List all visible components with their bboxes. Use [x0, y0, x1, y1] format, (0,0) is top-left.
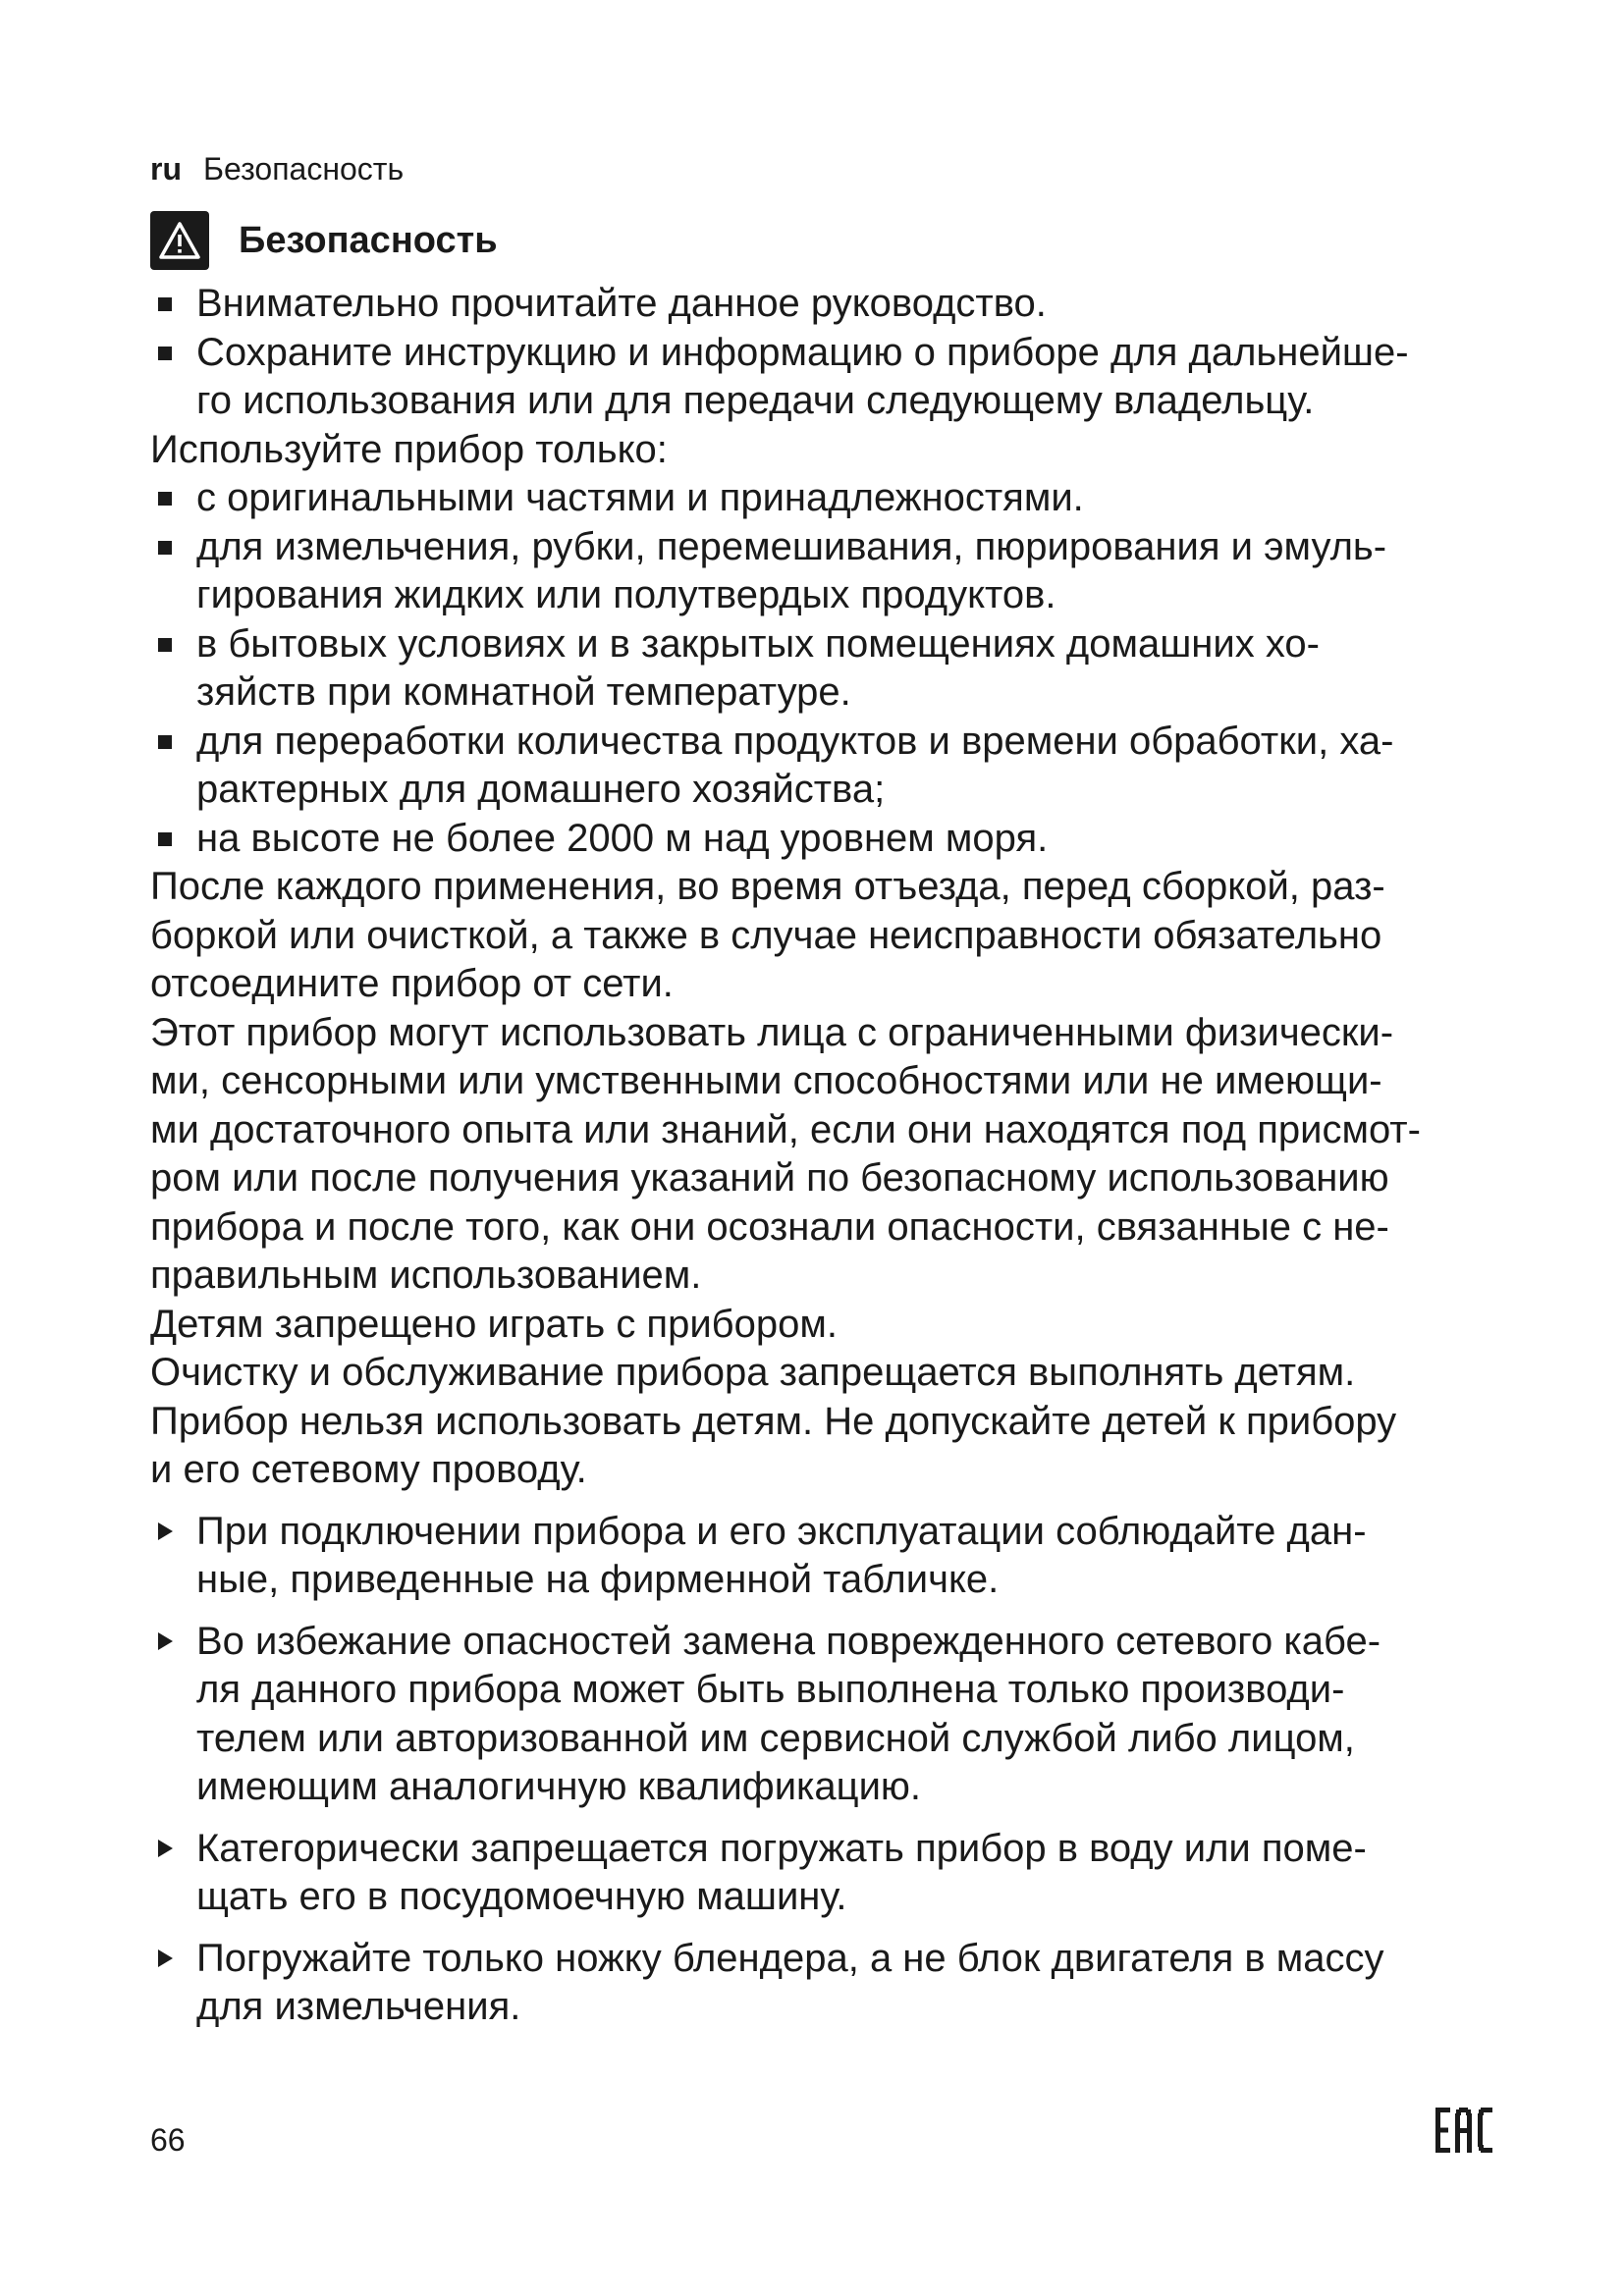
bullet-square-icon [158, 541, 172, 555]
list-item: с оригинальными частями и принадлежностями. [150, 474, 1505, 523]
use-only-heading: Используйте прибор только: [150, 427, 668, 471]
paragraph-children-cleaning: Очистку и обслуживание прибора запрещается выполнять детям. Прибор нельзя использовать детям. Не допускайте детей к прибору и его сетевому проводу. [150, 1351, 1397, 1491]
section-title-row [150, 211, 498, 270]
bullet-square-icon [158, 492, 172, 506]
eac-certification-mark [1435, 2108, 1492, 2158]
language-code: ru [150, 151, 182, 187]
arrow-right-icon [158, 1949, 173, 1967]
paragraph-persons: Этот прибор могут использовать лица с ограниченными физически- ми, сенсорными или умственными способностями или не имеющи- ми достаточного опыта или знаний, если они находятся под присмот- ром или после получения указаний по безопасному использованию прибора и после того, как они осознали опасности, связанные с не- правильным использованием. [150, 1010, 1421, 1297]
arrow-right-icon [158, 1632, 173, 1650]
bullet-square-icon [158, 832, 172, 846]
instruction-item: Во избежание опасностей замена поврежденного сетевого кабе- ля данного прибора может быть выполнена только производи- телем или авторизованной им сервисной службой либо лицом, имеющим аналогичную квалификацию. [150, 1618, 1505, 1812]
list-item: для переработки количества продуктов и времени обработки, ха- рактерных для домашнего хозяйства; [150, 718, 1505, 815]
paragraph-children-play: Детям запрещено играть с прибором. [150, 1302, 838, 1346]
bullet-square-icon [158, 638, 172, 652]
list-item: для измельчения, рубки, перемешивания, пюрирования и эмуль- гирования жидких или полутвердых продуктов. [150, 523, 1505, 620]
arrow-right-icon [158, 1840, 173, 1857]
safety-content [150, 280, 1505, 2032]
warning-icon [150, 211, 209, 270]
running-header [150, 149, 404, 188]
list-item: в бытовых условиях и в закрытых помещениях домашних хо- зяйств при комнатной температуре. [150, 620, 1505, 718]
instruction-item: При подключении прибора и его эксплуатации соблюдайте дан- ные, приведенные на фирменной табличке. [150, 1508, 1505, 1605]
paragraph-disconnect: После каждого применения, во время отъезда, перед сборкой, раз- боркой или очисткой, а также в случае неисправности обязательно отсоедините прибор от сети. [150, 865, 1385, 1005]
list-item: на высоте не более 2000 м над уровнем моря. [150, 815, 1505, 864]
bullet-square-icon [158, 735, 172, 749]
instruction-item: Погружайте только ножку блендера, а не блок двигателя в массу для измельчения. [150, 1935, 1505, 2032]
section-title: Безопасность [239, 220, 498, 261]
instruction-item: Категорически запрещается погружать прибор в воду или поме- щать его в посудомоечную машину. [150, 1825, 1505, 1922]
list-item: Внимательно прочитайте данное руководство. [150, 280, 1505, 329]
list-item: Сохраните инструкцию и информацию о приборе для дальнейше- го использования или для передачи следующему владельцу. [150, 329, 1505, 426]
arrow-right-icon [158, 1522, 173, 1540]
bullet-square-icon [158, 297, 172, 311]
bullet-square-icon [158, 347, 172, 360]
section-name: Безопасность [203, 151, 405, 187]
page-number: 66 [150, 2122, 186, 2158]
